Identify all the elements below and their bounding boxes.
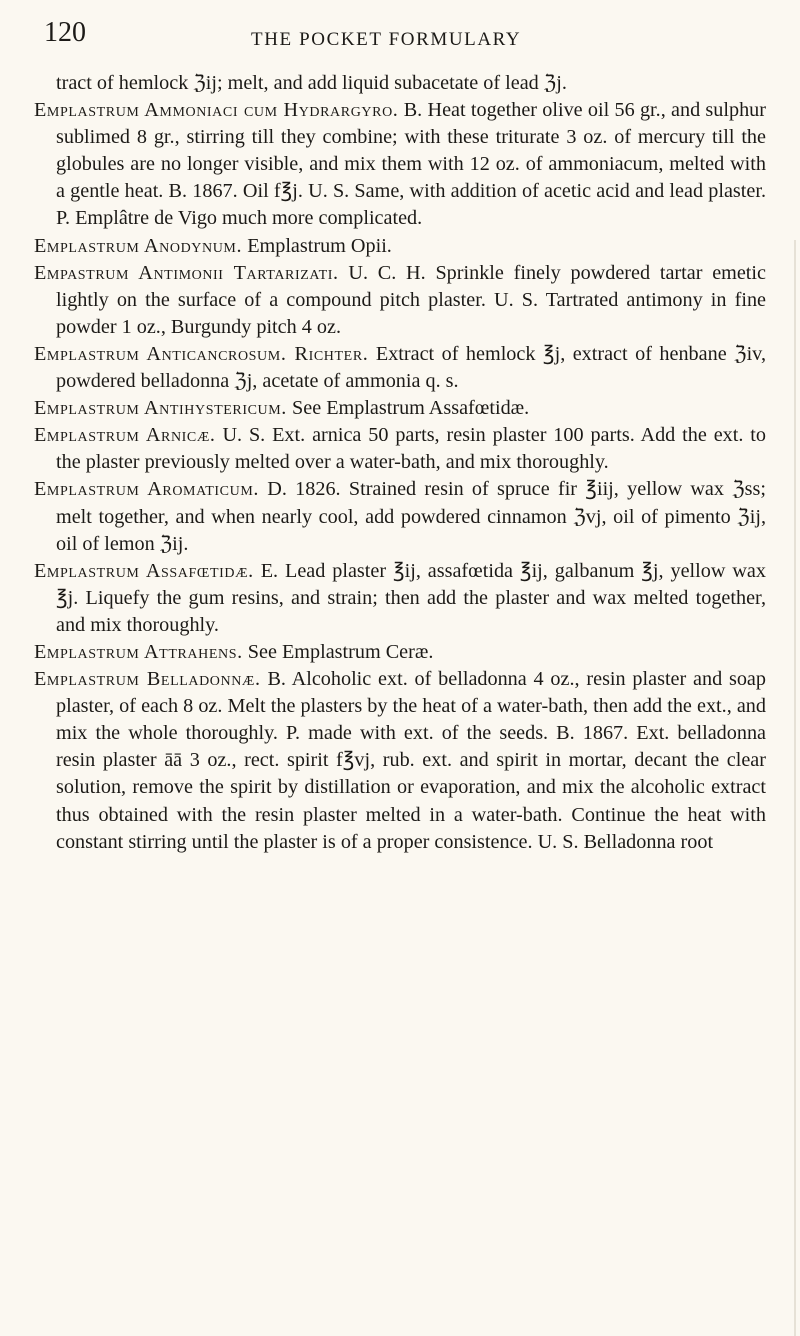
entry-emplastrum-antihystericum [34,395,766,422]
entry-emplastrum-aromaticum [34,476,766,557]
running-title: THE POCKET FORMULARY [251,29,522,50]
entry-body: B. Alcoholic ext. of belladonna 4 oz., resin plaster and soap plaster, of each 8 oz. Melt the plasters by the heat of a water-bath, then add the ext., and mix the whole thoroughly. P. made with ext. of the seeds. B. 1867. Ext. belladonna resin plaster āā 3 oz., rect. spirit f℥vj, rub. ext. and spirit in mortar, decant the clear solution, remove the spirit by distillation or evaporation, and mix the alcoholic extract thus obtained with the resin plaster melted in a water-bath. Continue the heat with constant stirring until the plaster is of a proper consistence. U. S. Belladonna root [56,668,766,853]
entry-body: U. S. Ext. arnica 50 parts, resin plaster 100 parts. Add the ext. to the plaster previously melted over a water-bath, and mix thoroughly. [56,424,766,474]
entry-body: E. Lead plaster ℥ij, assafœtida ℥ij, galbanum ℥j, yellow wax ℥j. Liquefy the gum resins, and strain; then add the plaster and wax melted together, and mix thoroughly. [56,559,766,636]
continued-entry: tract of hemlock ℨij; melt, and add liquid subacetate of lead ℨj. [56,72,567,94]
entry-empastrum-antimonii-tartarizati [34,260,766,341]
entry-emplastrum-assafoetidae [34,558,766,639]
entry-emplastrum-arnicae [34,422,766,476]
entry-emplastrum-belladonnae [34,666,766,856]
entry-body: See Emplastrum Assafœtidæ. [286,397,530,420]
entry-headword: Empastrum Antimonii Tartarizati. [34,261,339,284]
entry-body: U. C. H. Sprinkle finely powdered tartar emetic lightly on the surface of a compound pitch plaster. U. S. Tartrated antimony in fine powder 1 oz., Burgundy pitch 4 oz. [56,261,766,338]
entry-headword: Emplastrum Assafœtidæ. [34,559,254,582]
entry-headword: Emplastrum Belladonnæ. [34,668,261,691]
entry-emplastrum-attrahens [34,639,766,666]
formulary-text [34,70,766,856]
entry-headword: Emplastrum Antihystericum. [34,397,287,420]
entry-emplastrum-ammoniaci-cum-hydrargyro [34,97,766,232]
entry-headword: Emplastrum Attrahens. [34,640,243,663]
entry-body: D. 1826. Strained resin of spruce fir ℥iij, yellow wax ℨss; melt together, and when nearly cool, add powdered cinnamon ℨvj, oil of pimento ℨij, oil of lemon ℨij. [56,478,766,555]
entry-emplastrum-anticancrosum [34,341,766,395]
page-edge-divider [794,240,796,1336]
entry-body: Emplastrum Opii. [242,234,392,257]
entry-body: See Emplastrum Ceræ. [242,640,434,663]
entry-body: B. Heat together olive oil 56 gr., and sulphur sublimed 8 gr., stirring till they combine; with these triturate 3 oz. of mercury till the globules are no longer visible, and mix them with 12 oz. of ammoniacum, melted with a gentle heat. B. 1867. Oil f℥j. U. S. Same, with addition of acetic acid and lead plaster. P. Emplâtre de Vigo much more complicated. [56,99,766,230]
entry-headword: Emplastrum Anodynum. [34,234,243,257]
entry-headword: Emplastrum Arnicæ. [34,424,216,447]
entry-headword: Emplastrum Ammoniaci cum Hydrargyro. [34,99,399,122]
page-number: 120 [44,17,86,48]
running-head [44,14,744,54]
entry-headword: Emplastrum Anticancrosum. Richter. [34,342,369,365]
entry-emplastrum-anodynum [34,233,766,260]
entry-headword: Emplastrum Aromaticum. [34,478,260,501]
entry-body: Extract of hemlock ℥j, extract of henbane ℨiv, powdered belladonna ℨj, acetate of ammonia q. s. [56,342,767,393]
